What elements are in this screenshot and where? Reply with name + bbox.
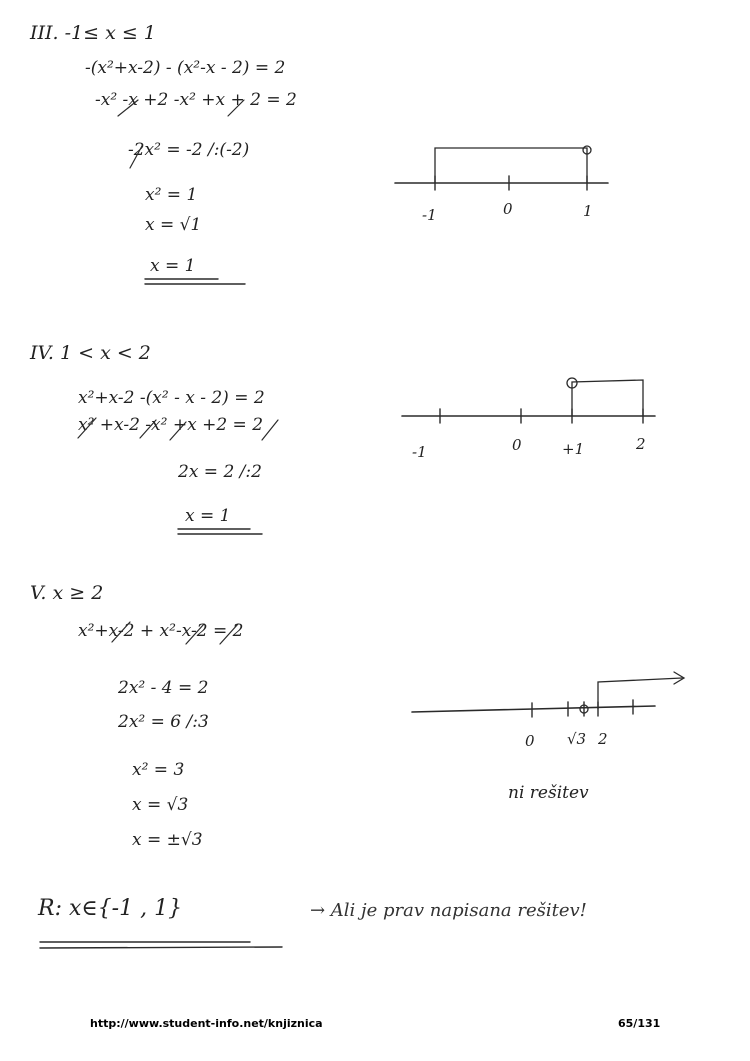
section5-number-line xyxy=(412,672,684,717)
section3-result: x = 1 xyxy=(150,256,196,276)
answer-remark: → Ali je prav napisana rešitev! xyxy=(310,900,587,921)
section4-line-2: x² +x-2 -x² +x +2 = 2 xyxy=(78,415,264,435)
section5-note: ni rešitev xyxy=(508,783,589,803)
section3-line-2: -x² -x +2 -x² +x + 2 = 2 xyxy=(95,90,297,110)
section3-line-3: -2x² = -2 /:(-2) xyxy=(128,140,250,160)
answer-text: R: x∈{-1 , 1} xyxy=(38,896,183,921)
section4-axis-label-2: 2 xyxy=(636,435,646,453)
section4-line-3: 2x = 2 /:2 xyxy=(178,462,262,482)
section3-heading: III. -1≤ x ≤ 1 xyxy=(30,22,156,44)
section5-line-5: x = √3 xyxy=(132,795,189,815)
section3-number-line xyxy=(395,146,608,190)
section5-line-4: x² = 3 xyxy=(132,760,185,780)
section4-axis-label-plus1: +1 xyxy=(562,440,585,458)
section3-axis-label-neg1: -1 xyxy=(422,206,437,224)
section4-heading: IV. 1 < x < 2 xyxy=(30,342,151,364)
section3-line-1: -(x²+x-2) - (x²-x - 2) = 2 xyxy=(85,58,286,78)
section4-result-underline xyxy=(178,529,262,534)
section4-axis-label-neg1: -1 xyxy=(412,443,427,461)
section4-number-line xyxy=(402,378,655,423)
section4-line-1: x²+x-2 -(x² - x - 2) = 2 xyxy=(78,388,265,408)
section5-line-1: x²+x-2 + x²-x-2 = 2 xyxy=(78,621,244,641)
section5-line-2: 2x² - 4 = 2 xyxy=(118,678,209,698)
section3-axis-label-0: 0 xyxy=(503,200,513,218)
footer-page-number: 65/131 xyxy=(618,1017,661,1030)
section3-line-4: x² = 1 xyxy=(145,185,198,205)
section3-line-5: x = √1 xyxy=(145,215,202,235)
section5-axis-label-2: 2 xyxy=(598,730,608,748)
section5-heading: V. x ≥ 2 xyxy=(30,582,104,604)
section5-axis-label-sqrt3: √3 xyxy=(567,730,587,748)
section3-result-underline xyxy=(145,279,245,284)
footer-url: http://www.student-info.net/knjiznica xyxy=(90,1017,323,1030)
section4-result: x = 1 xyxy=(185,506,231,526)
answer-underline xyxy=(40,942,282,948)
section5-axis-label-0: 0 xyxy=(525,732,535,750)
section3-axis-label-1: 1 xyxy=(583,202,593,220)
section5-line-6: x = ±√3 xyxy=(132,830,203,850)
section5-line-3: 2x² = 6 /:3 xyxy=(118,712,209,732)
section4-axis-label-0: 0 xyxy=(512,436,522,454)
